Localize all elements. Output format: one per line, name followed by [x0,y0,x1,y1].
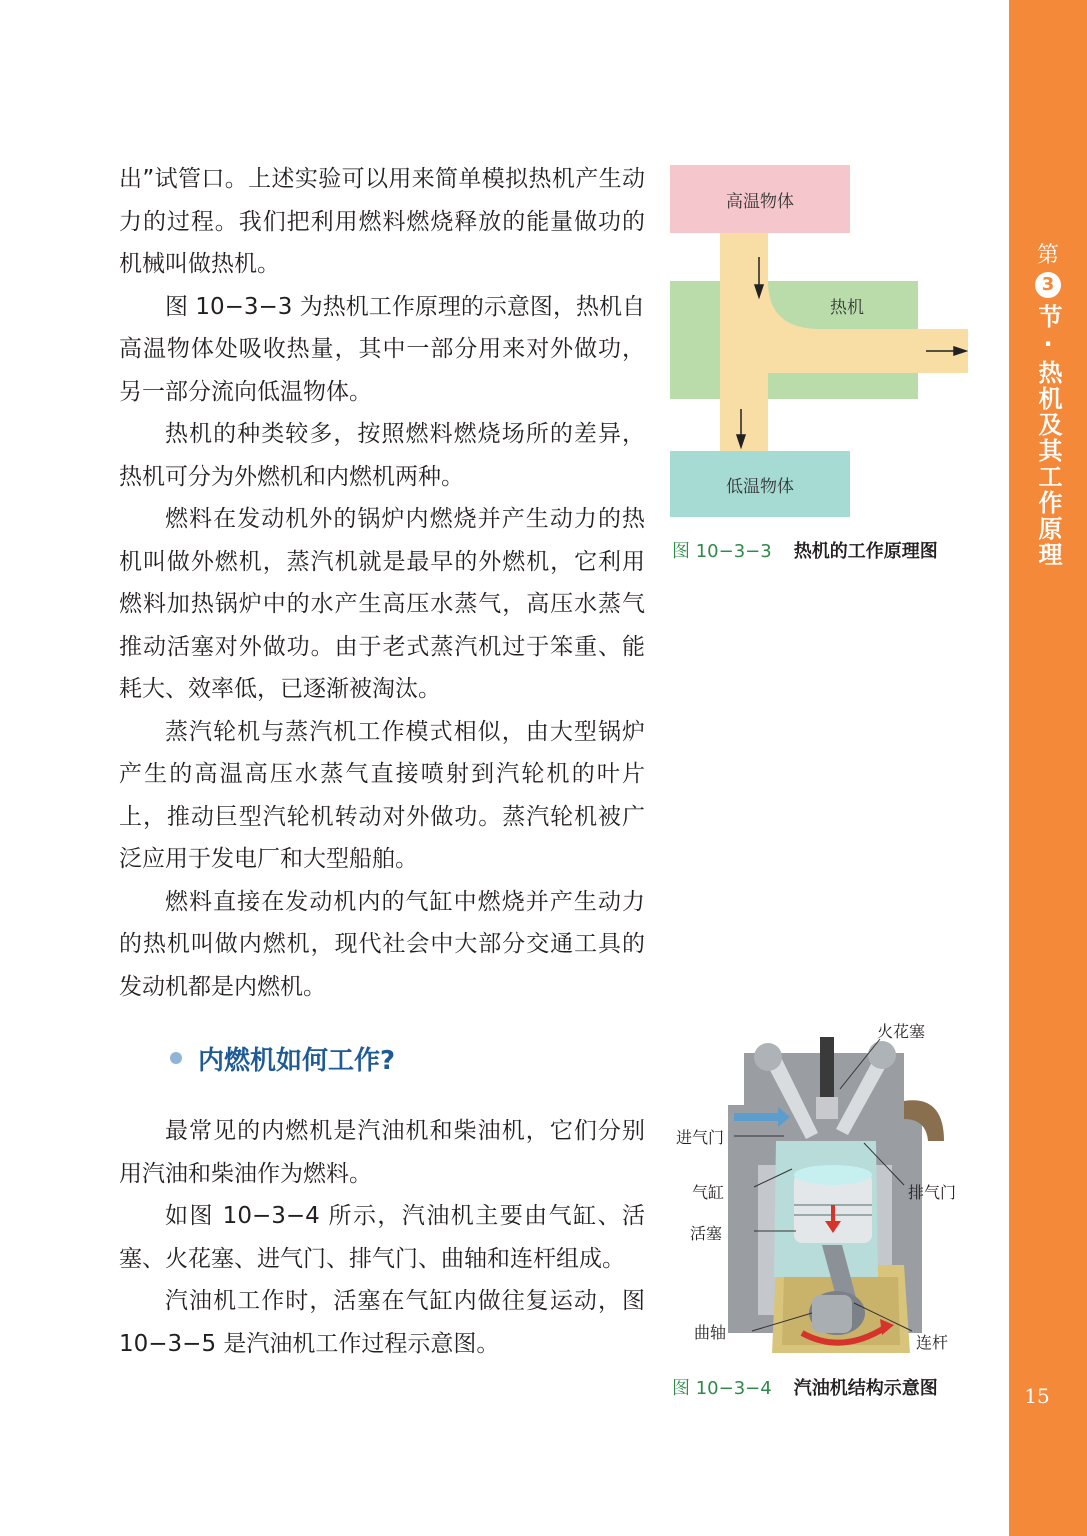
label-crankshaft: 曲轴 [694,1323,727,1342]
flow-arrows [670,165,970,525]
figure-caption [672,1374,938,1400]
section-heading-text: 内燃机如何工作? [198,1045,396,1076]
label-connecting-rod: 连杆 [916,1333,949,1352]
label-piston: 活塞 [690,1224,723,1243]
bullet-dot-icon [170,1052,182,1064]
body-text [119,158,645,1008]
chapter-number-badge: 3 [1035,272,1061,298]
arrow-down-icon [755,285,763,297]
paragraph: 图 10−3−3 为热机工作原理的示意图，热机自高温物体处吸收热量，其中一部分用来对外做功，另一部分流向低温物体。 [119,293,645,405]
gasoline-engine-diagram [672,1015,972,1365]
paragraph: 燃料在发动机外的锅炉内燃烧并产生动力的热机叫做外燃机，蒸汽机就是最早的外燃机，它利用燃料加热锅炉中的水产生高压水蒸气，高压水蒸气推动活塞对外做功。由于老式蒸汽机过于笨重、能耗大、效率低，已逐渐被淘汰。 [119,506,645,702]
label-spark-plug: 火花塞 [877,1022,926,1041]
body-text-2 [119,1110,645,1365]
low-temp-label: 低温物体 [726,476,794,497]
chapter-title: 节·热机及其工作原理 [1034,304,1062,568]
figure-title: 热机的工作原理图 [793,541,938,562]
arrow-down-icon [737,435,745,447]
paragraph: 热机的种类较多，按照燃料燃烧场所的差异，热机可分为外燃机和内燃机两种。 [119,421,645,490]
chapter-prefix: 第 [1036,243,1059,268]
label-intake-valve: 进气门 [676,1128,725,1147]
chapter-side-tab [1009,0,1087,1536]
arrow-right-icon [954,347,966,355]
high-temp-label: 高温物体 [726,191,794,212]
figure-number: 图 10−3−3 [672,541,772,562]
paragraph: 汽油机工作时，活塞在气缸内做往复运动，图 10−3−5 是汽油机工作过程示意图。 [119,1288,645,1357]
paragraph: 燃料直接在发动机内的气缸中燃烧并产生动力的热机叫做内燃机，现代社会中大部分交通工具的发动机都是内燃机。 [119,888,645,1000]
figure-caption [672,537,938,563]
figure-title: 汽油机结构示意图 [793,1378,938,1399]
paragraph: 最常见的内燃机是汽油机和柴油机，它们分别用汽油和柴油作为燃料。 [119,1118,645,1187]
heat-engine-diagram [670,165,970,525]
paragraph: 蒸汽轮机与蒸汽机工作模式相似，由大型锅炉产生的高温高压水蒸气直接喷射到汽轮机的叶片上，推动巨型汽轮机转动对外做功。蒸汽轮机被广泛应用于发电厂和大型船舶。 [119,718,645,872]
page-number: 15 [1024,1384,1050,1408]
label-exhaust-valve: 排气门 [908,1183,957,1202]
paragraph: 出”试管口。上述实验可以用来简单模拟热机产生动力的过程。我们把利用燃料燃烧释放的能量做功的机械叫做热机。 [119,166,645,277]
label-cylinder: 气缸 [692,1183,725,1202]
engine-label: 热机 [830,298,864,318]
section-heading [170,1038,395,1078]
figure-number: 图 10−3−4 [672,1378,772,1399]
paragraph: 如图 10−3−4 所示，汽油机主要由气缸、活塞、火花塞、进气门、排气门、曲轴和连杆组成。 [119,1203,645,1272]
